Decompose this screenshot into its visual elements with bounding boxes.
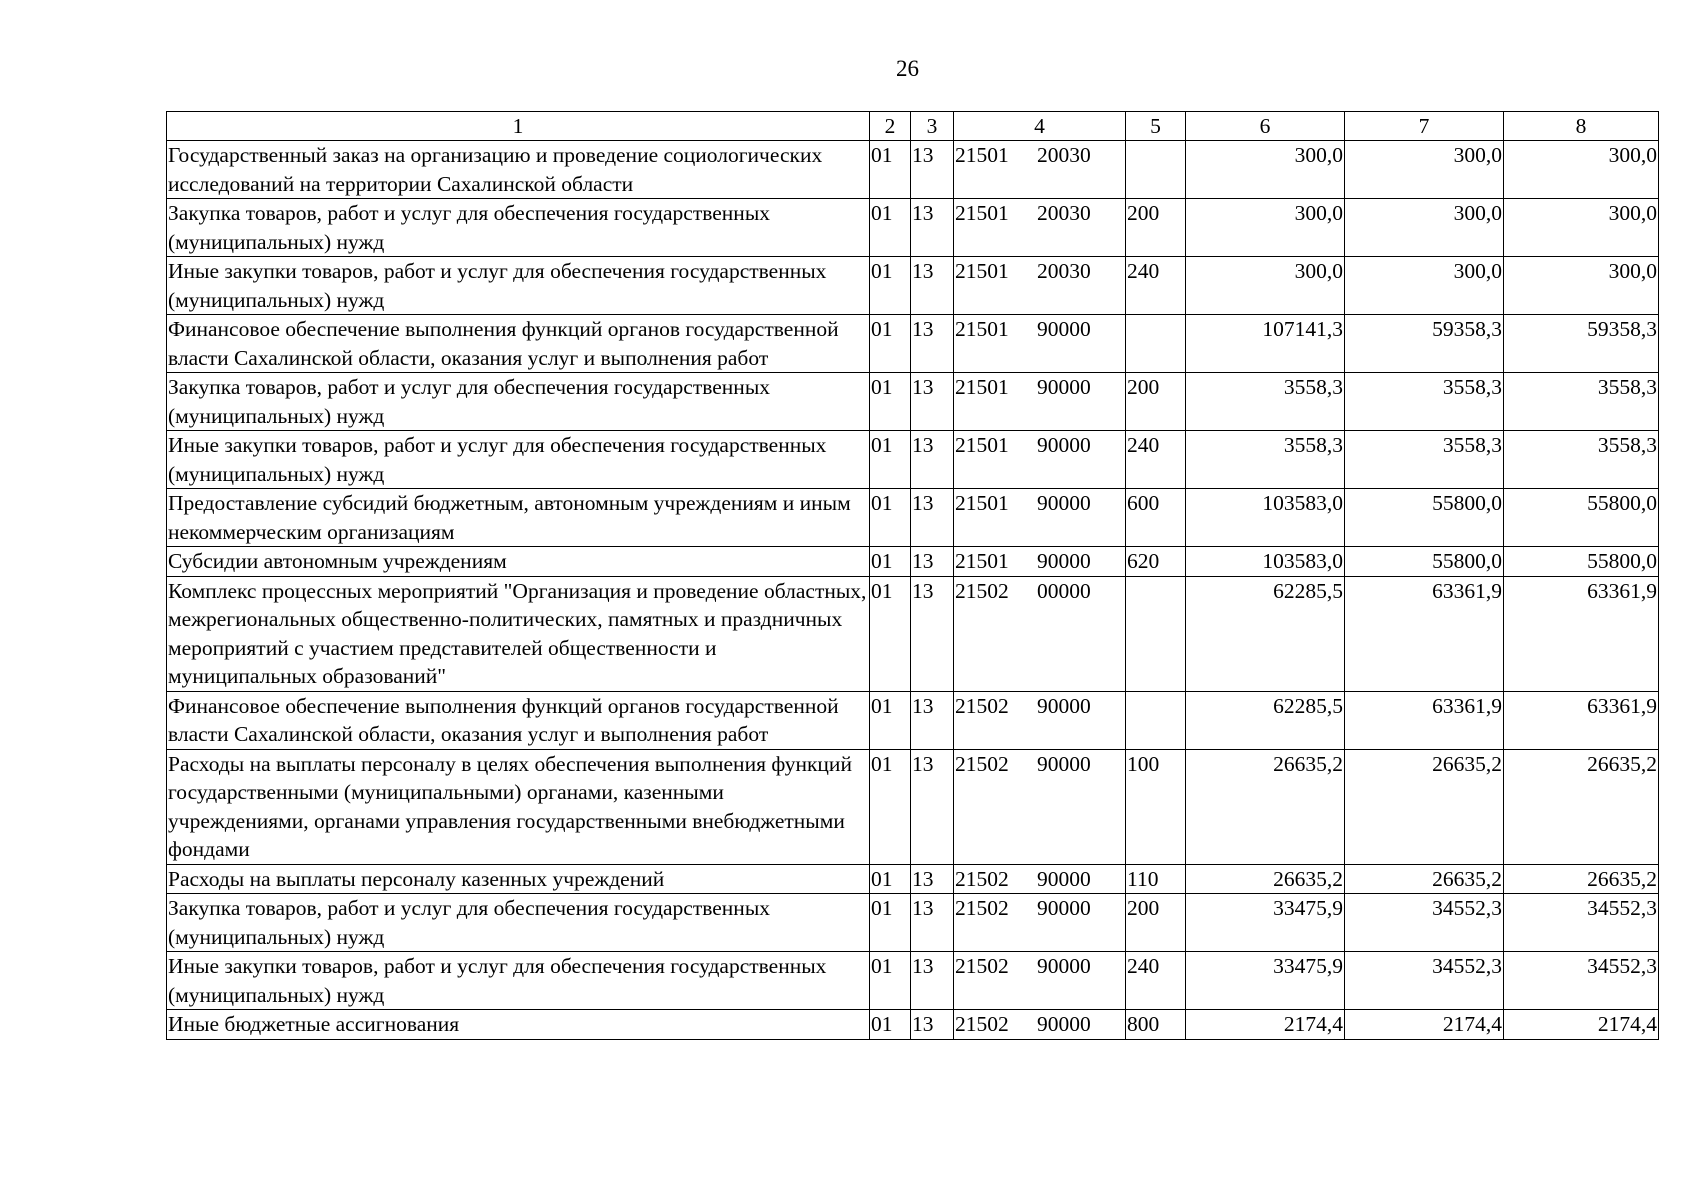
expense-type-code [1126,141,1186,199]
column-header: 4 [954,112,1126,141]
amount-col6: 26635,2 [1186,864,1345,894]
amount-col7: 55800,0 [1345,547,1504,577]
target-article-code [954,315,1126,373]
target-code-part2: 90000 [1037,896,1091,920]
table-row [167,141,1659,199]
amount-col8: 300,0 [1504,257,1659,315]
target-code-part2: 90000 [1037,375,1091,399]
amount-col6: 107141,3 [1186,315,1345,373]
row-name: Закупка товаров, работ и услуг для обеспечения государственных (муниципальных) нужд [167,199,870,257]
table-row [167,894,1659,952]
amount-col6: 103583,0 [1186,489,1345,547]
budget-table [166,111,1659,1040]
amount-col8: 34552,3 [1504,894,1659,952]
amount-col7: 300,0 [1345,257,1504,315]
subsection-code: 13 [911,547,954,577]
subsection-code: 13 [911,315,954,373]
target-article-code [954,691,1126,749]
table-row [167,952,1659,1010]
target-article-code [954,749,1126,864]
column-header: 5 [1126,112,1186,141]
table-row [167,373,1659,431]
amount-col8: 55800,0 [1504,547,1659,577]
target-code-part1: 21501 [955,143,1009,167]
amount-col8: 63361,9 [1504,576,1659,691]
row-name: Закупка товаров, работ и услуг для обеспечения государственных (муниципальных) нужд [167,894,870,952]
table-row [167,199,1659,257]
target-code-part1: 21501 [955,549,1009,573]
row-name: Иные бюджетные ассигнования [167,1010,870,1040]
table-row [167,749,1659,864]
amount-col7: 59358,3 [1345,315,1504,373]
row-name: Иные закупки товаров, работ и услуг для обеспечения государственных (муниципальных) нужд [167,257,870,315]
row-name: Иные закупки товаров, работ и услуг для обеспечения государственных (муниципальных) нужд [167,431,870,489]
target-code-part1: 21502 [955,896,1009,920]
expense-type-code: 110 [1126,864,1186,894]
target-code-part2: 90000 [1037,549,1091,573]
amount-col8: 26635,2 [1504,749,1659,864]
section-code: 01 [870,576,911,691]
amount-col7: 3558,3 [1345,431,1504,489]
amount-col7: 34552,3 [1345,894,1504,952]
section-code: 01 [870,749,911,864]
amount-col6: 2174,4 [1186,1010,1345,1040]
target-code-part1: 21502 [955,866,1009,891]
expense-type-code: 240 [1126,257,1186,315]
section-code: 01 [870,547,911,577]
amount-col7: 26635,2 [1345,864,1504,894]
expense-type-code: 240 [1126,431,1186,489]
amount-col8: 3558,3 [1504,431,1659,489]
target-code-part2: 90000 [1037,433,1091,457]
table-row [167,864,1659,894]
amount-col6: 33475,9 [1186,894,1345,952]
target-code-part2: 00000 [1037,578,1091,603]
amount-col7: 300,0 [1345,199,1504,257]
target-code-part1: 21502 [955,578,1009,603]
section-code: 01 [870,489,911,547]
subsection-code: 13 [911,576,954,691]
amount-col6: 300,0 [1186,199,1345,257]
section-code: 01 [870,257,911,315]
target-article-code [954,373,1126,431]
column-header: 6 [1186,112,1345,141]
target-code-part2: 90000 [1037,751,1091,776]
amount-col6: 300,0 [1186,141,1345,199]
table-row [167,315,1659,373]
target-code-part2: 90000 [1037,693,1091,718]
target-article-code [954,864,1126,894]
table-row [167,1010,1659,1040]
table-row [167,547,1659,577]
target-code-part2: 90000 [1037,491,1091,515]
amount-col8: 55800,0 [1504,489,1659,547]
amount-col8: 63361,9 [1504,691,1659,749]
amount-col6: 62285,5 [1186,576,1345,691]
expense-type-code: 200 [1126,199,1186,257]
section-code: 01 [870,141,911,199]
row-name: Финансовое обеспечение выполнения функций органов государственной власти Сахалинской области, оказания услуг и выполнения работ [167,315,870,373]
row-name: Иные закупки товаров, работ и услуг для обеспечения государственных (муниципальных) нужд [167,952,870,1010]
amount-col8: 3558,3 [1504,373,1659,431]
target-article-code [954,431,1126,489]
amount-col6: 62285,5 [1186,691,1345,749]
amount-col7: 63361,9 [1345,576,1504,691]
amount-col7: 300,0 [1345,141,1504,199]
target-article-code [954,952,1126,1010]
expense-type-code: 600 [1126,489,1186,547]
subsection-code: 13 [911,952,954,1010]
table-row [167,489,1659,547]
target-code-part2: 20030 [1037,259,1091,283]
expense-type-code [1126,315,1186,373]
amount-col7: 26635,2 [1345,749,1504,864]
section-code: 01 [870,894,911,952]
section-code: 01 [870,315,911,373]
target-code-part1: 21501 [955,259,1009,283]
subsection-code: 13 [911,489,954,547]
section-code: 01 [870,864,911,894]
row-name: Комплекс процессных мероприятий "Организация и проведение областных, межрегиональных общественно-политических, памятных и праздничных мероприятий с участием представителей общественности и муниципальных образований" [167,576,870,691]
table-row [167,691,1659,749]
section-code: 01 [870,373,911,431]
subsection-code: 13 [911,864,954,894]
row-name: Государственный заказ на организацию и проведение социологических исследований на территории Сахалинской области [167,141,870,199]
target-code-part1: 21502 [955,693,1009,718]
row-name: Расходы на выплаты персоналу в целях обеспечения выполнения функций государственными (муниципальными) органами, казенными учреждениями, органами управления государственными внебюджетными фондами [167,749,870,864]
amount-col6: 3558,3 [1186,431,1345,489]
table-row [167,257,1659,315]
subsection-code: 13 [911,1010,954,1040]
amount-col8: 26635,2 [1504,864,1659,894]
subsection-code: 13 [911,141,954,199]
column-header: 8 [1504,112,1659,141]
target-code-part2: 90000 [1037,317,1091,341]
amount-col7: 63361,9 [1345,691,1504,749]
subsection-code: 13 [911,894,954,952]
amount-col6: 300,0 [1186,257,1345,315]
header-row [167,112,1659,141]
target-code-part2: 90000 [1037,954,1091,978]
amount-col7: 2174,4 [1345,1010,1504,1040]
amount-col8: 59358,3 [1504,315,1659,373]
expense-type-code: 800 [1126,1010,1186,1040]
column-header: 7 [1345,112,1504,141]
target-article-code [954,141,1126,199]
section-code: 01 [870,431,911,489]
amount-col6: 103583,0 [1186,547,1345,577]
target-code-part1: 21501 [955,201,1009,225]
row-name: Субсидии автономным учреждениям [167,547,870,577]
column-header: 3 [911,112,954,141]
target-code-part2: 90000 [1037,866,1091,891]
section-code: 01 [870,691,911,749]
target-article-code [954,489,1126,547]
expense-type-code: 200 [1126,373,1186,431]
target-article-code [954,576,1126,691]
target-article-code [954,257,1126,315]
subsection-code: 13 [911,373,954,431]
expense-type-code: 200 [1126,894,1186,952]
section-code: 01 [870,1010,911,1040]
target-article-code [954,547,1126,577]
target-article-code [954,1010,1126,1040]
table-row [167,576,1659,691]
target-article-code [954,894,1126,952]
target-article-code [954,199,1126,257]
expense-type-code: 100 [1126,749,1186,864]
target-code-part1: 21501 [955,317,1009,341]
section-code: 01 [870,199,911,257]
subsection-code: 13 [911,431,954,489]
row-name: Закупка товаров, работ и услуг для обеспечения государственных (муниципальных) нужд [167,373,870,431]
expense-type-code [1126,691,1186,749]
subsection-code: 13 [911,749,954,864]
target-code-part1: 21502 [955,751,1009,776]
section-code: 01 [870,952,911,1010]
target-code-part2: 20030 [1037,201,1091,225]
amount-col7: 55800,0 [1345,489,1504,547]
row-name: Предоставление субсидий бюджетным, автономным учреждениям и иным некоммерческим организациям [167,489,870,547]
column-header: 2 [870,112,911,141]
target-code-part2: 20030 [1037,143,1091,167]
amount-col7: 34552,3 [1345,952,1504,1010]
page-number: 26 [896,56,919,81]
subsection-code: 13 [911,257,954,315]
amount-col7: 3558,3 [1345,373,1504,431]
amount-col8: 34552,3 [1504,952,1659,1010]
amount-col8: 300,0 [1504,199,1659,257]
row-name: Финансовое обеспечение выполнения функций органов государственной власти Сахалинской области, оказания услуг и выполнения работ [167,691,870,749]
target-code-part1: 21502 [955,954,1009,978]
expense-type-code: 240 [1126,952,1186,1010]
expense-type-code: 620 [1126,547,1186,577]
amount-col8: 300,0 [1504,141,1659,199]
target-code-part1: 21501 [955,491,1009,515]
column-header: 1 [167,112,870,141]
table-row [167,431,1659,489]
target-code-part2: 90000 [1037,1012,1091,1036]
amount-col6: 3558,3 [1186,373,1345,431]
table-body [167,141,1659,1040]
row-name: Расходы на выплаты персоналу казенных учреждений [167,864,870,894]
target-code-part1: 21502 [955,1012,1009,1036]
amount-col8: 2174,4 [1504,1010,1659,1040]
amount-col6: 33475,9 [1186,952,1345,1010]
subsection-code: 13 [911,199,954,257]
amount-col6: 26635,2 [1186,749,1345,864]
subsection-code: 13 [911,691,954,749]
target-code-part1: 21501 [955,375,1009,399]
target-code-part1: 21501 [955,433,1009,457]
expense-type-code [1126,576,1186,691]
